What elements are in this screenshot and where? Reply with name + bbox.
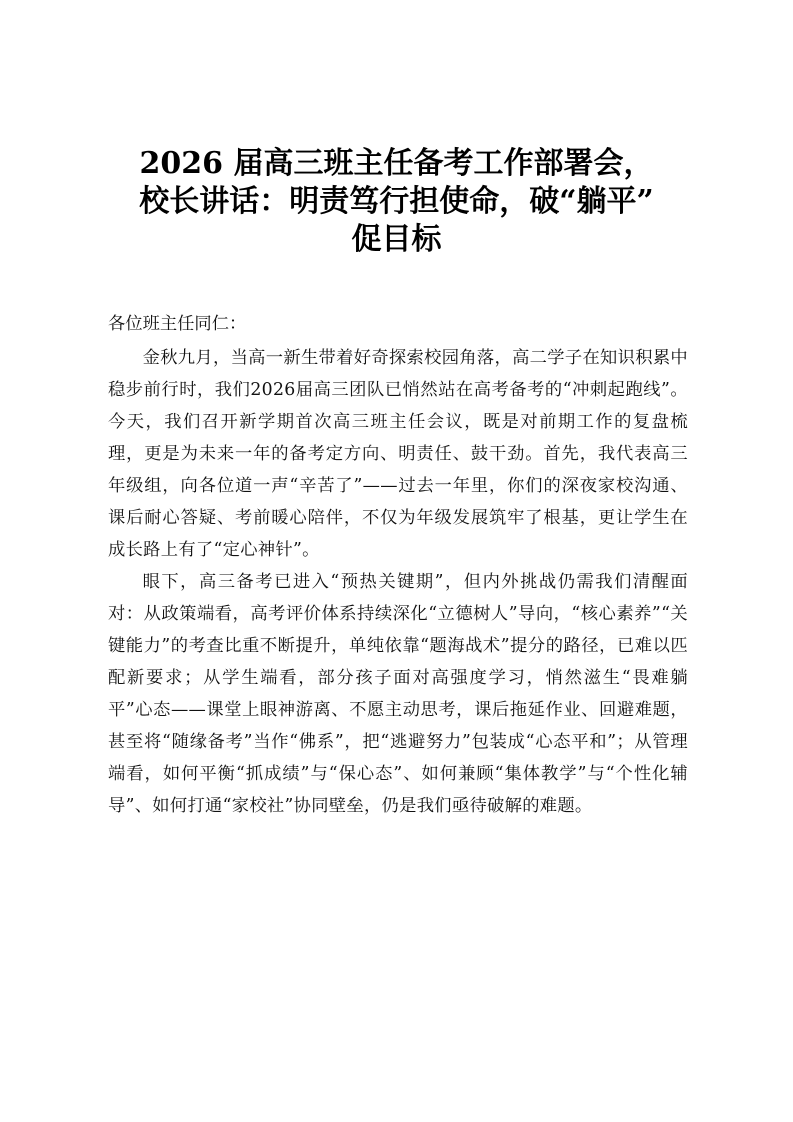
title-line-3: 促目标 bbox=[351, 222, 442, 257]
paragraph-1: 金秋九月，当高一新生带着好奇探索校园角落，高二学子在知识积累中稳步前行时，我们2026届高三团队已悄然站在高考备考的“冲刺起跑线”。今天，我们召开新学期首次高三班主任会议，既是对前期工作的复盘梳理，更是为未来一年的备考定方向、明责任、鼓干劲。首先，我代表高三年级组，向各位道一声“辛苦了”——过去一年里，你们的深夜家校沟通、课后耐心答疑、考前暖心陪伴，不仅为年级发展筑牢了根基，更让学生在成长路上有了“定心神针”。 bbox=[108, 348, 688, 560]
salutation: 各位班主任同仁： bbox=[108, 314, 247, 334]
document-title bbox=[80, 145, 713, 259]
document-body bbox=[108, 308, 688, 822]
paragraph-2: 眼下，高三备考已进入“预热关键期”，但内外挑战仍需我们清醒面对：从政策端看，高考评价体系持续深化“立德树人”导向，“核心素养”“关键能力”的考查比重不断提升，单纯依靠“题海战术”提分的路径，已难以匹配新要求；从学生端看，部分孩子面对高强度学习，悄然滋生“畏难躺平”心态——课堂上眼神游离、不愿主动思考，课后拖延作业、回避难题，甚至将“随缘备考”当作“佛系”，把“逃避努力”包装成“心态平和”；从管理端看，如何平衡“抓成绩”与“保心态”、如何兼顾“集体教学”与“个性化辅导”、如何打通“家校社”协同壁垒，仍是我们亟待破解的难题。 bbox=[108, 572, 688, 816]
title-line-1: 2026 届高三班主任备考工作部署会， bbox=[139, 146, 654, 181]
title-line-2: 校长讲话：明责笃行担使命，破“躺平” bbox=[139, 184, 654, 219]
